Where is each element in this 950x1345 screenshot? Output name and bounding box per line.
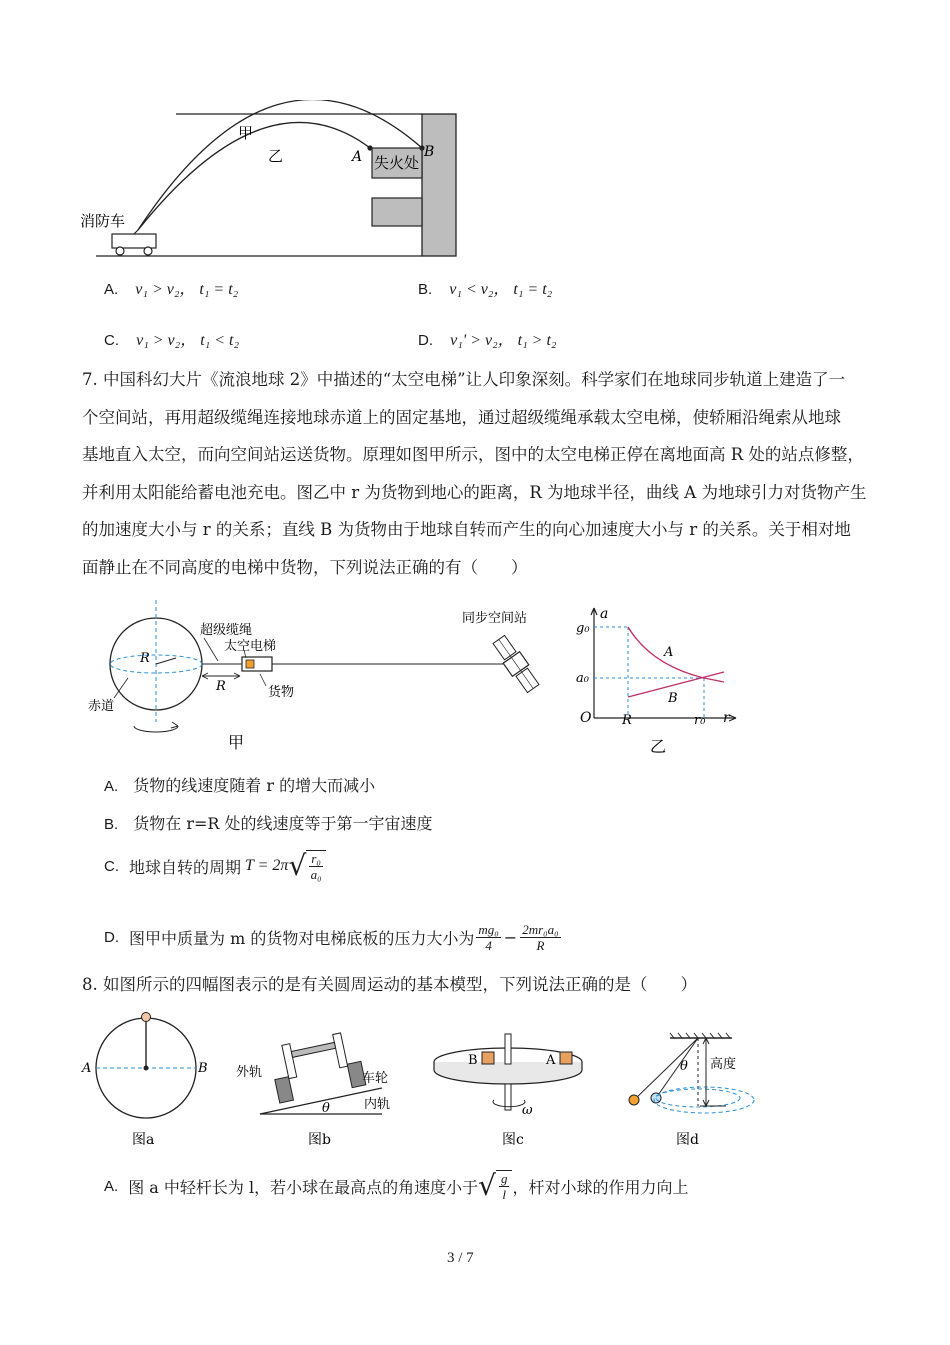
label-space-elevator: 太空电梯	[224, 639, 277, 654]
caption-yi: 乙	[650, 737, 667, 756]
label-height-r: R	[216, 679, 226, 694]
q6-option-b: B. v₁ < v₂， t₁ = t₂	[418, 281, 553, 298]
fraction-2: $\frac{\text{2mr₀a₀}}{R}$	[522, 922, 559, 953]
tick-r0: r₀	[694, 713, 706, 728]
label-cargo: 货物	[268, 685, 295, 700]
q6-option-c: C. v₁ > v₂， t₁ < t₂	[104, 332, 240, 349]
fig-a-label-b: B	[198, 1061, 208, 1076]
fig-b-wheel: 车轮	[362, 1071, 389, 1086]
q7-option-b: B. 货物在 r=R 处的线速度等于第一宇宙速度	[104, 814, 433, 833]
label-yi: 乙	[268, 147, 284, 165]
label-earth-radius: R	[140, 651, 150, 666]
label-sync-station: 同步空间站	[462, 611, 528, 626]
origin-o: O	[580, 710, 592, 726]
fig-c-label-a: A	[546, 1053, 556, 1068]
q7-option-a: A. 货物的线速度随着 r 的增大而减小	[104, 776, 376, 795]
sqrt-g-over-l: √ $\frac{g}{l}$	[478, 1170, 512, 1202]
label-fire-spot: 失火处	[374, 154, 420, 172]
space-elevator-figure	[84, 598, 564, 758]
acceleration-graph	[576, 600, 746, 760]
fig-a-label-a: A	[82, 1061, 92, 1076]
caption-jia: 甲	[228, 733, 245, 752]
fig-b-caption: 图b	[308, 1132, 331, 1148]
figure-d	[620, 1030, 760, 1150]
curve-label-a: A	[664, 645, 674, 660]
q7-option-d: D. 图甲中质量为 m 的货物对电梯底板的压力大小为 $\frac{\text{mg₀}}{4}$ − $\frac{\text{2mr₀a₀}}{R}$	[104, 922, 559, 953]
axis-label-a: a	[600, 606, 609, 622]
q7-stem	[82, 361, 882, 587]
fig-b-inner-rail: 内轨	[364, 1097, 391, 1112]
fig-c-caption: 图c	[502, 1132, 524, 1148]
q7-option-c: C. 地球自转的周期 T = 2π √ $\frac{\text{r₀}}{\text{a₀}}$	[104, 850, 326, 882]
curve-label-b: B	[668, 691, 678, 706]
fig-d-caption: 图d	[676, 1132, 699, 1148]
q6-option-a: A. v₁ > v₂， t₁ = t₂	[104, 281, 239, 298]
label-jia: 甲	[238, 124, 254, 142]
q6-option-d: D. v₁' > v₂， t₁ > t₂	[418, 332, 557, 349]
label-fire-truck: 消防车	[80, 212, 126, 230]
q7-line-5: 的加速度大小与 r 的关系；直线 B 为货物由于地球自转而产生的向心加速度大小与 r 的关系。关于相对地	[82, 520, 851, 540]
q7-line-3: 基地直入太空，而向空间站运送货物。原理如图甲所示，图中的太空电梯正停在离地面高 R 处的站点修整，	[82, 445, 864, 465]
fire-truck-figure	[76, 100, 466, 265]
fraction-1: $\frac{\text{mg₀}}{4}$	[478, 922, 499, 953]
q7-line-6: 面静止在不同高度的电梯中货物，下列说法正确的有（ ）	[82, 557, 528, 577]
sqrt-formula: √ $\frac{\text{r₀}}{\text{a₀}}$	[288, 850, 325, 882]
tick-r-radius: R	[622, 713, 632, 728]
label-super-cable: 超级缆绳	[200, 623, 253, 638]
fig-c-omega: ω	[522, 1103, 533, 1118]
fig-b-outer-rail: 外轨	[236, 1065, 263, 1080]
q8-stem: 8. 如图所示的四幅图表示的是有关圆周运动的基本模型，下列说法正确的是（ ）	[82, 975, 697, 994]
figure-a	[78, 1008, 218, 1150]
q7-line-1: 7. 中国科幻大片《流浪地球 2》中描述的“太空电梯”让人印象深刻。科学家们在地球同步轨道上建造了一	[82, 370, 846, 389]
fig-d-theta: θ	[680, 1059, 688, 1074]
axis-label-r: r	[723, 710, 730, 726]
q7-line-2: 个空间站，再用超级缆绳连接地球赤道上的固定基地，通过超级缆绳承载太空电梯，使轿厢沿绳索从地球	[82, 407, 841, 427]
label-equator: 赤道	[88, 699, 115, 714]
page-number: 3 / 7	[447, 1250, 474, 1266]
fig-b-theta: θ	[322, 1101, 330, 1116]
fig-a-caption: 图a	[132, 1132, 155, 1148]
q8-option-a: A. 图 a 中轻杆长为 l，若小球在最高点的角速度小于 √ $\frac{g}{l}$ ，杆对小球的作用力向上	[104, 1169, 689, 1202]
figure-b	[232, 1030, 402, 1150]
tick-g0: g₀	[576, 621, 590, 636]
q7-line-4: 并利用太阳能给蓄电池充电。图乙中 r 为货物到地心的距离，R 为地球半径，曲线 A 为地球引力对货物产生	[82, 482, 867, 502]
label-point-a: A	[352, 149, 363, 165]
figure-c	[424, 1030, 594, 1150]
fig-d-height: 高度	[710, 1057, 737, 1072]
tick-a0: a₀	[576, 671, 589, 686]
fig-c-label-b: B	[468, 1053, 478, 1068]
label-point-b: B	[424, 144, 435, 160]
